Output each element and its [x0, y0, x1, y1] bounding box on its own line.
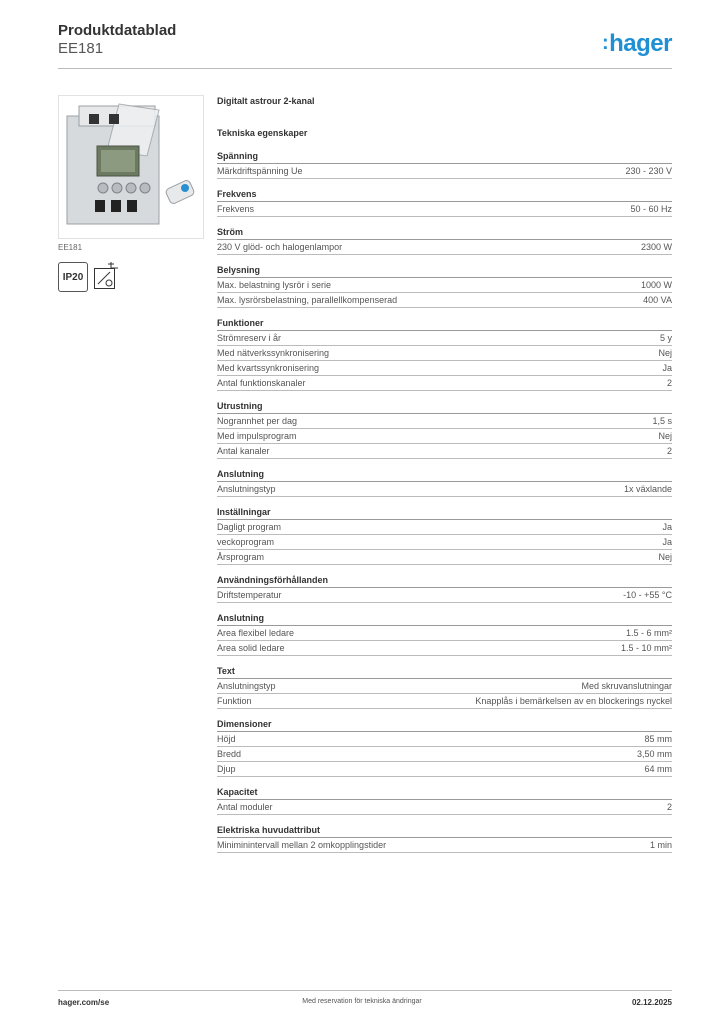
footer-notice: Med reservation för tekniska ändringar — [302, 998, 422, 1005]
spec-value: Knapplås i bemärkelsen av en blockerings nyckel — [475, 696, 672, 706]
header-divider — [58, 68, 672, 69]
spec-value: Ja — [662, 522, 672, 532]
spec-label: Höjd — [217, 734, 236, 744]
spec-value: Nej — [658, 431, 672, 441]
spec-section — [217, 824, 672, 853]
spec-row — [217, 641, 672, 656]
spec-value: 50 - 60 Hz — [630, 204, 672, 214]
spec-value: 2 — [666, 378, 672, 388]
spec-section — [217, 188, 672, 217]
spec-row — [217, 838, 672, 853]
spec-value: 1.5 - 10 mm² — [620, 643, 672, 653]
spec-row — [217, 331, 672, 346]
spec-section — [217, 226, 672, 255]
technical-heading: Tekniska egenskaper — [217, 128, 308, 138]
image-caption: EE181 — [58, 243, 83, 252]
section-title: Frekvens — [217, 188, 672, 202]
footer-date: 02.12.2025 — [631, 998, 672, 1007]
spec-value: 1.5 - 6 mm² — [625, 628, 672, 638]
spec-label: Märkdriftspänning Ue — [217, 166, 303, 176]
spec-label: Max. lysrörsbelastning, parallellkompenserad — [217, 295, 398, 305]
hager-logo — [602, 30, 672, 58]
spec-section — [217, 786, 672, 815]
spec-label: Antal funktionskanaler — [217, 378, 306, 388]
spec-label: Med impulsprogram — [217, 431, 297, 441]
spec-value: Nej — [658, 348, 672, 358]
section-title: Inställningar — [217, 506, 672, 520]
spec-section — [217, 468, 672, 497]
section-title: Anslutning — [217, 612, 672, 626]
logo-text: hager — [609, 30, 672, 57]
spec-label: Miniminintervall mellan 2 omkopplingstider — [217, 840, 387, 850]
spec-row — [217, 762, 672, 777]
spec-section — [217, 612, 672, 656]
spec-label: Dagligt program — [217, 522, 282, 532]
spec-label: Funktion — [217, 696, 252, 706]
spec-value: 1000 W — [640, 280, 672, 290]
spec-label: Driftstemperatur — [217, 590, 282, 600]
spec-row — [217, 414, 672, 429]
section-title: Kapacitet — [217, 786, 672, 800]
spec-value: Ja — [662, 363, 672, 373]
section-title: Anslutning — [217, 468, 672, 482]
section-title: Spänning — [217, 150, 672, 164]
spec-row — [217, 164, 672, 179]
page-header — [58, 20, 672, 68]
spec-value: 2 — [666, 802, 672, 812]
spec-label: Antal moduler — [217, 802, 273, 812]
spec-row — [217, 694, 672, 709]
section-title: Elektriska huvudattribut — [217, 824, 672, 838]
spec-row — [217, 679, 672, 694]
spec-section — [217, 400, 672, 459]
logo-dots-icon: : — [601, 32, 609, 54]
spec-row — [217, 293, 672, 308]
spec-row — [217, 482, 672, 497]
spec-value: 2 — [666, 446, 672, 456]
spec-label: Anslutningstyp — [217, 484, 276, 494]
spec-section — [217, 574, 672, 603]
spec-value: 230 - 230 V — [625, 166, 672, 176]
spec-value: Med skruvanslutningar — [581, 681, 672, 691]
spec-section — [217, 506, 672, 565]
spec-value: 64 mm — [644, 764, 672, 774]
spec-label: Med nätverkssynkronisering — [217, 348, 330, 358]
spec-label: Area solid ledare — [217, 643, 285, 653]
spec-value: 85 mm — [644, 734, 672, 744]
spec-label: Med kvartssynkronisering — [217, 363, 320, 373]
section-title: Belysning — [217, 264, 672, 278]
spec-value: Ja — [662, 537, 672, 547]
spec-row — [217, 588, 672, 603]
spec-row — [217, 346, 672, 361]
ip20-badge: IP20 — [58, 262, 88, 292]
spec-value: 1x växlande — [623, 484, 672, 494]
spec-label: 230 V glöd- och halogenlampor — [217, 242, 343, 252]
section-title: Användningsförhållanden — [217, 574, 672, 588]
spec-row — [217, 444, 672, 459]
spec-value: 1 min — [649, 840, 672, 850]
product-code: EE181 — [58, 40, 104, 57]
din-rail-mount-icon — [94, 262, 122, 290]
spec-row — [217, 747, 672, 762]
spec-row — [217, 800, 672, 815]
spec-value: 2300 W — [640, 242, 672, 252]
spec-value: Nej — [658, 552, 672, 562]
spec-label: Anslutningstyp — [217, 681, 276, 691]
product-name: Digitalt astrour 2-kanal — [217, 96, 315, 106]
spec-sections — [217, 150, 672, 853]
spec-table — [217, 96, 672, 862]
timer-device-illustration — [59, 96, 203, 238]
spec-value: 3,50 mm — [636, 749, 672, 759]
spec-label: Antal kanaler — [217, 446, 270, 456]
spec-row — [217, 202, 672, 217]
spec-row — [217, 732, 672, 747]
section-title: Ström — [217, 226, 672, 240]
spec-row — [217, 429, 672, 444]
spec-section — [217, 665, 672, 709]
section-title: Utrustning — [217, 400, 672, 414]
spec-label: Max. belastning lysrör i serie — [217, 280, 332, 290]
spec-row — [217, 550, 672, 565]
spec-row — [217, 520, 672, 535]
spec-row — [217, 376, 672, 391]
spec-label: veckoprogram — [217, 537, 275, 547]
spec-section — [217, 317, 672, 391]
spec-label: Nogrannhet per dag — [217, 416, 298, 426]
spec-row — [217, 278, 672, 293]
spec-row — [217, 535, 672, 550]
spec-label: Årsprogram — [217, 552, 265, 562]
spec-value: -10 - +55 °C — [623, 590, 672, 600]
spec-section — [217, 150, 672, 179]
spec-value: 5 y — [659, 333, 672, 343]
spec-row — [217, 361, 672, 376]
product-image — [58, 95, 204, 239]
section-title: Funktioner — [217, 317, 672, 331]
spec-label: Strömreserv i år — [217, 333, 282, 343]
section-title: Text — [217, 665, 672, 679]
footer-divider — [58, 990, 672, 991]
spec-label: Area flexibel ledare — [217, 628, 295, 638]
spec-label: Frekvens — [217, 204, 255, 214]
spec-value: 400 VA — [643, 295, 672, 305]
spec-label: Bredd — [217, 749, 242, 759]
spec-value: 1,5 s — [652, 416, 672, 426]
spec-section — [217, 718, 672, 777]
footer-website-link[interactable]: hager.com/se — [58, 998, 110, 1007]
document-title: Produktdatablad — [58, 22, 177, 39]
spec-row — [217, 626, 672, 641]
spec-row — [217, 240, 672, 255]
spec-label: Djup — [217, 764, 236, 774]
spec-section — [217, 264, 672, 308]
section-title: Dimensioner — [217, 718, 672, 732]
